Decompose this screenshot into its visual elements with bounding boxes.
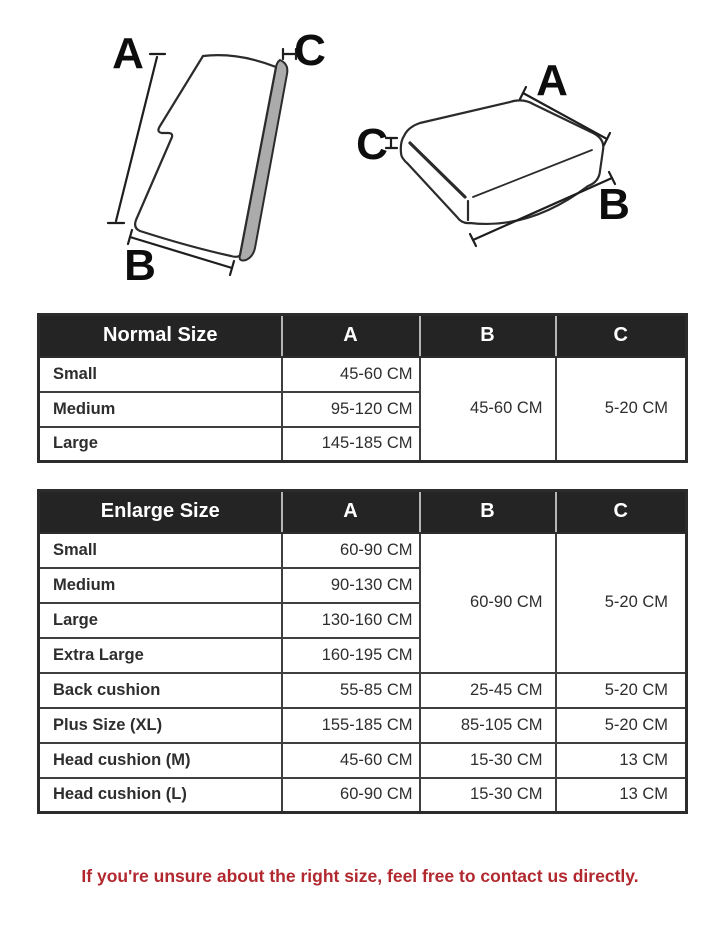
value-a: 90-130 CM: [282, 568, 420, 603]
column-header-a: A: [282, 491, 420, 533]
value-b: 15-30 CM: [420, 778, 556, 813]
cover-diagram: [90, 15, 352, 295]
value-b: 15-30 CM: [420, 743, 556, 778]
label-b: B: [598, 180, 630, 229]
value-a: 145-185 CM: [282, 427, 420, 462]
label-c: C: [294, 26, 326, 75]
normal-size-table: [37, 313, 688, 463]
size-row: [39, 743, 687, 778]
table-header-row: [39, 491, 687, 533]
size-label: Extra Large: [39, 638, 282, 673]
size-label: Medium: [39, 392, 282, 427]
shared-value-c: 5-20 CM: [556, 533, 687, 673]
value-a: 60-90 CM: [282, 533, 420, 568]
shared-value-b: 60-90 CM: [420, 533, 556, 673]
column-header-c: C: [556, 315, 687, 357]
value-a: 130-160 CM: [282, 603, 420, 638]
column-header-a: A: [282, 315, 420, 357]
size-label: Plus Size (XL): [39, 708, 282, 743]
value-a: 55-85 CM: [282, 673, 420, 708]
value-c: 13 CM: [556, 778, 687, 813]
value-c: 13 CM: [556, 743, 687, 778]
label-a: A: [536, 56, 568, 105]
size-label: Head cushion (L): [39, 778, 282, 813]
size-label: Large: [39, 427, 282, 462]
value-a: 160-195 CM: [282, 638, 420, 673]
size-row: [39, 778, 687, 813]
value-a: 95-120 CM: [282, 392, 420, 427]
value-b: 25-45 CM: [420, 673, 556, 708]
column-header-b: B: [420, 315, 556, 357]
contact-note: If you're unsure about the right size, feel free to contact us directly.: [81, 866, 639, 886]
measurement-diagrams: [0, 0, 720, 305]
label-b: B: [124, 241, 156, 290]
size-label: Back cushion: [39, 673, 282, 708]
value-c: 5-20 CM: [556, 708, 687, 743]
size-row: [39, 533, 687, 568]
table-header-row: [39, 315, 687, 357]
label-a: A: [112, 29, 144, 78]
enlarge-size-table: [37, 489, 688, 814]
shared-value-b: 45-60 CM: [420, 357, 556, 462]
value-a: 155-185 CM: [282, 708, 420, 743]
table-title-cell: Enlarge Size: [39, 491, 282, 533]
size-label: Medium: [39, 568, 282, 603]
value-c: 5-20 CM: [556, 673, 687, 708]
shared-value-c: 5-20 CM: [556, 357, 687, 462]
label-c: C: [356, 120, 388, 169]
size-row: [39, 708, 687, 743]
value-a: 45-60 CM: [282, 357, 420, 392]
value-a: 60-90 CM: [282, 778, 420, 813]
cushion-diagram: [340, 50, 664, 284]
size-label: Head cushion (M): [39, 743, 282, 778]
table-title-cell: Normal Size: [39, 315, 282, 357]
value-b: 85-105 CM: [420, 708, 556, 743]
size-label: Small: [39, 357, 282, 392]
size-row: [39, 673, 687, 708]
size-row: [39, 357, 687, 392]
column-header-c: C: [556, 491, 687, 533]
value-a: 45-60 CM: [282, 743, 420, 778]
column-header-b: B: [420, 491, 556, 533]
size-label: Small: [39, 533, 282, 568]
size-label: Large: [39, 603, 282, 638]
